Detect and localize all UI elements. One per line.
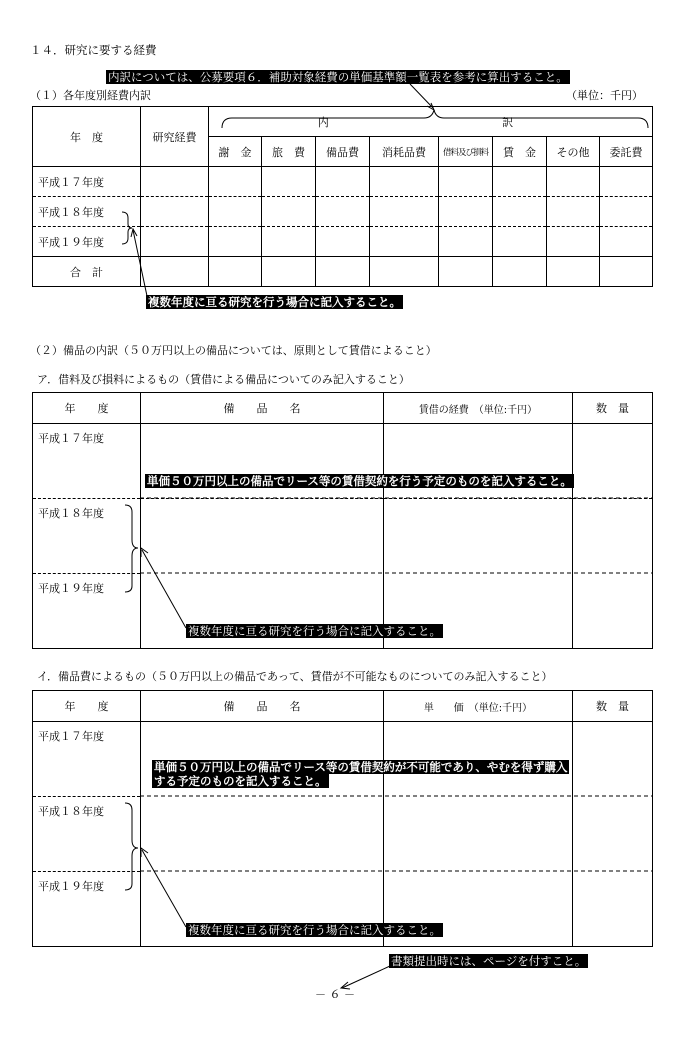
cell[interactable] — [439, 257, 493, 287]
table-row — [33, 197, 653, 227]
table-row — [33, 167, 653, 197]
note-multi-year-2: 複数年度に亘る研究を行う場合に記入すること。 — [188, 624, 441, 638]
cell[interactable] — [573, 424, 653, 499]
row-label-h17: 平成１７年度 — [33, 167, 141, 197]
a-row-h17: 平成１７年度 — [33, 424, 141, 499]
arrow-footer-line — [342, 966, 390, 988]
header-breakdown — [209, 107, 653, 137]
cell[interactable] — [141, 499, 384, 574]
row-label-h18: 平成１８年度 — [33, 197, 141, 227]
cell[interactable] — [573, 797, 653, 872]
header-consumables: 消耗品費 — [370, 137, 439, 167]
cell[interactable] — [439, 227, 493, 257]
cell[interactable] — [141, 167, 209, 197]
cell[interactable] — [370, 167, 439, 197]
cell[interactable] — [439, 197, 493, 227]
purchase-equipment-table — [32, 690, 653, 947]
cell[interactable] — [262, 227, 316, 257]
cell[interactable] — [493, 197, 547, 227]
a-header-cost: 賃借の経費 （単位:千円） — [384, 393, 573, 424]
cell[interactable] — [573, 499, 653, 574]
cell[interactable] — [600, 197, 653, 227]
note-breakdown-reference: 内訳については、公募要項６．補助対象経費の単価基準額一覧表を参考に算出すること。 — [108, 70, 568, 84]
header-wages: 賃 金 — [493, 137, 547, 167]
sub2-a-title: ア．借料及び損料によるもの（賃借による備品についてのみ記入すること） — [37, 373, 410, 386]
cell[interactable] — [547, 227, 600, 257]
cell[interactable] — [209, 167, 262, 197]
cell[interactable] — [370, 197, 439, 227]
a-header-item: 備 品 名 — [141, 393, 384, 424]
header-breakdown-left: 内 — [317, 115, 329, 129]
note-lease-items: 単価５０万円以上の備品でリース等の賃借契約を行う予定のものを記入すること。 — [147, 474, 572, 488]
cell[interactable] — [547, 257, 600, 287]
cell[interactable] — [209, 197, 262, 227]
cell[interactable] — [262, 197, 316, 227]
header-travel: 旅 費 — [262, 137, 316, 167]
note-purchase-items-2: する予定のものを記入すること。 — [154, 774, 327, 788]
table-row — [33, 227, 653, 257]
unit-label: （単位：千円） — [566, 89, 643, 102]
cell[interactable] — [573, 722, 653, 797]
i-row-h18: 平成１８年度 — [33, 797, 141, 872]
cell[interactable] — [384, 499, 573, 574]
cell[interactable] — [493, 227, 547, 257]
note-page-number: 書類提出時には、ページを付すこと。 — [391, 954, 587, 968]
row-label-total: 合 計 — [33, 257, 141, 287]
cell[interactable] — [370, 227, 439, 257]
a-row-h18: 平成１８年度 — [33, 499, 141, 574]
i-header-year: 年 度 — [33, 691, 141, 722]
cell[interactable] — [141, 197, 209, 227]
header-commission: 委託費 — [600, 137, 653, 167]
i-row-h17: 平成１７年度 — [33, 722, 141, 797]
note-multi-year-1: 複数年度に亘る研究を行う場合に記入すること。 — [148, 295, 401, 309]
cell[interactable] — [600, 227, 653, 257]
a-row-h19: 平成１９年度 — [33, 574, 141, 649]
cell[interactable] — [262, 167, 316, 197]
cell[interactable] — [141, 227, 209, 257]
cell[interactable] — [384, 797, 573, 872]
header-equipment: 備品費 — [316, 137, 370, 167]
row-label-h19: 平成１９年度 — [33, 227, 141, 257]
page-number: － ６ － — [315, 988, 355, 1001]
cell[interactable] — [600, 257, 653, 287]
cost-breakdown-table — [32, 106, 653, 287]
table-row — [33, 797, 653, 872]
cell[interactable] — [493, 257, 547, 287]
note-multi-year-3: 複数年度に亘る研究を行う場合に記入すること。 — [188, 923, 441, 937]
rental-equipment-table — [32, 392, 653, 649]
table-row — [33, 257, 653, 287]
i-header-qty: 数 量 — [573, 691, 653, 722]
note-purchase-items-1: 単価５０万円以上の備品でリース等の賃借契約が不可能であり、やむを得ず購入 — [154, 760, 568, 774]
sub2-title: （２）備品の内訳（５０万円以上の備品については、原則として賃借によること） — [30, 344, 437, 357]
cell[interactable] — [141, 257, 209, 287]
cell[interactable] — [316, 257, 370, 287]
cell[interactable] — [316, 167, 370, 197]
cell[interactable] — [547, 197, 600, 227]
header-year: 年 度 — [33, 107, 141, 167]
section-title: １４．研究に要する経費 — [30, 43, 157, 57]
i-header-item: 備 品 名 — [141, 691, 384, 722]
cell[interactable] — [573, 872, 653, 947]
sub2-i-title: イ．備品費によるもの（５０万円以上の備品であって、賃借が不可能なものについてのみ記入すること） — [37, 670, 553, 683]
header-honorarium: 謝 金 — [209, 137, 262, 167]
table-row — [33, 499, 653, 574]
a-header-qty: 数 量 — [573, 393, 653, 424]
header-research-cost: 研究経費 — [141, 107, 209, 167]
i-row-h19: 平成１９年度 — [33, 872, 141, 947]
arrow-top-line — [410, 84, 433, 108]
cell[interactable] — [439, 167, 493, 197]
cell[interactable] — [493, 167, 547, 197]
cell[interactable] — [370, 257, 439, 287]
header-breakdown-right: 訳 — [502, 115, 514, 129]
a-header-year: 年 度 — [33, 393, 141, 424]
i-header-price: 単 価 （単位:千円） — [384, 691, 573, 722]
cell[interactable] — [316, 227, 370, 257]
cell[interactable] — [209, 227, 262, 257]
cell[interactable] — [600, 167, 653, 197]
cell[interactable] — [547, 167, 600, 197]
sub1-title: （１）各年度別経費内訳 — [30, 89, 151, 102]
cell[interactable] — [141, 797, 384, 872]
header-other: その他 — [547, 137, 600, 167]
header-rental: 借料及び損料 — [439, 137, 493, 167]
table-row — [33, 722, 653, 797]
cell[interactable] — [573, 574, 653, 649]
cell[interactable] — [384, 722, 573, 797]
cell[interactable] — [209, 257, 262, 287]
cell[interactable] — [316, 197, 370, 227]
cell[interactable] — [262, 257, 316, 287]
